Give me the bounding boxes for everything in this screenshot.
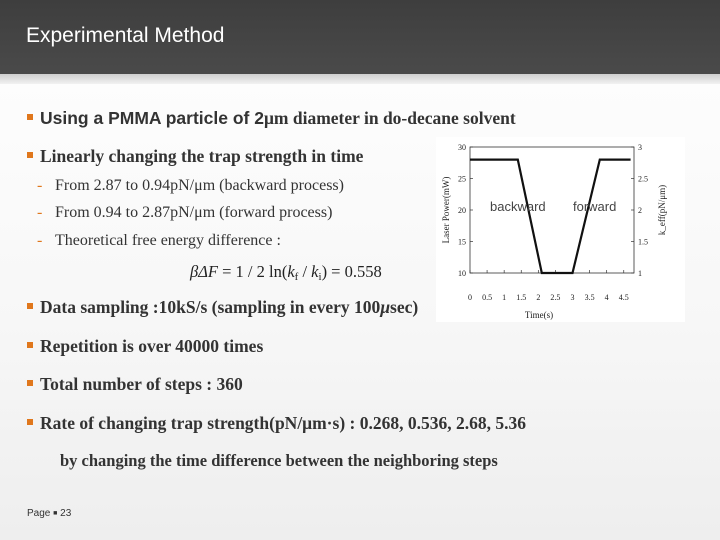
bullet-marker	[27, 342, 33, 348]
bullet-marker	[27, 303, 33, 309]
formula-i-sub: i	[318, 271, 322, 283]
x-tick-label: 4.5	[618, 293, 629, 302]
bullet-particle-unit: μm	[263, 108, 289, 128]
bullet-data-sampling-text: Data sampling :10kS/s (sampling in every 100	[40, 297, 381, 317]
y-tick-label: 25	[458, 174, 466, 184]
bullet-steps	[40, 374, 243, 395]
bullet-repetition	[40, 336, 263, 357]
formula-eq1: = 1 / 2 ln(	[217, 262, 288, 281]
x-tick-label: 3.5	[584, 293, 595, 302]
dash-marker: -	[37, 177, 43, 194]
y-tick-label: 30	[458, 143, 466, 152]
bullet-particle-text: Using a PMMA particle of 2	[40, 108, 264, 128]
bullet-data-sampling-tail: sec)	[390, 297, 419, 317]
y2-tick-label: 2.5	[638, 174, 648, 184]
sub-bullet-free-energy	[37, 232, 281, 250]
dash-marker: -	[37, 204, 43, 221]
series-line	[470, 160, 631, 273]
x-tick-label: 1.5	[516, 293, 527, 302]
formula-kf: k	[287, 262, 295, 281]
annotation-backward: backward	[490, 199, 546, 214]
sub-bullet-forward-text: From 0.94 to 2.87pN/μm (forward process)	[55, 204, 333, 221]
y-tick-label: 10	[458, 269, 466, 278]
formula-lhs: βΔF	[190, 262, 218, 281]
slide-title: Experimental Method	[26, 24, 225, 47]
x-tick-label: 4	[604, 293, 609, 302]
bullet-data-sampling	[40, 297, 418, 318]
sub-bullet-forward	[37, 204, 333, 222]
bullet-marker	[27, 380, 33, 386]
x-axis-label: Time(s)	[524, 310, 554, 320]
formula-slash: /	[298, 262, 312, 281]
bullet-particle	[40, 108, 516, 129]
y2-tick-label: 2	[638, 206, 642, 215]
bullet-trap-strength	[40, 146, 363, 167]
page-number: 23	[60, 508, 72, 519]
x-tick-label: 0	[468, 293, 472, 302]
y2-axis-label: k_eff(pN/μm)	[657, 184, 667, 236]
page-label: Page	[27, 508, 51, 519]
annotation-forward: forward	[573, 199, 617, 214]
bullet-marker	[27, 152, 33, 158]
y2-tick-label: 1.5	[638, 237, 648, 247]
free-energy-formula	[190, 262, 382, 283]
x-tick-label: 3	[570, 293, 575, 302]
bullet-data-sampling-mu: μ	[380, 297, 391, 317]
x-tick-label: 1	[502, 293, 507, 302]
bullet-repetition-text: Repetition is over 40000 times	[40, 336, 264, 356]
sub-bullet-backward	[37, 177, 344, 195]
bullet-rate-continuation: by changing the time difference between the neighboring steps	[60, 451, 498, 470]
laser-power-chart	[436, 137, 685, 322]
bullet-steps-text: Total number of steps : 360	[40, 374, 243, 394]
formula-rhs: ) = 0.558	[321, 262, 382, 281]
x-tick-label: 0.5	[482, 293, 493, 302]
formula-ki: k	[311, 262, 319, 281]
dash-marker: -	[37, 232, 43, 249]
page-footer	[27, 508, 71, 519]
bullet-rate-text: Rate of changing trap strength(pN/μm·s) : 0.268, 0.536, 2.68, 5.36	[40, 413, 526, 433]
x-tick-label: 2	[536, 293, 541, 302]
y-tick-label: 15	[458, 237, 466, 247]
bullet-marker	[27, 114, 33, 120]
footer-bullet: ■	[53, 510, 58, 517]
x-tick-label: 2.5	[550, 293, 561, 302]
bullet-trap-strength-text: Linearly changing the trap strength in time	[40, 146, 364, 166]
bullet-rate	[40, 413, 526, 434]
y2-tick-label: 1	[638, 269, 642, 278]
bullet-particle-tail: diameter in do-decane solvent	[288, 108, 516, 128]
sub-bullet-free-energy-text: Theoretical free energy difference :	[55, 232, 281, 249]
header-shadow-band	[0, 74, 720, 84]
y-tick-label: 20	[458, 206, 466, 215]
y2-tick-label: 3	[638, 143, 642, 152]
sub-bullet-backward-text: From 2.87 to 0.94pN/μm (backward process)	[55, 177, 344, 194]
chart-svg	[436, 137, 685, 322]
bullet-marker	[27, 419, 33, 425]
formula-f-sub: f	[294, 271, 299, 283]
y-axis-label: Laser Power(mW)	[441, 176, 451, 244]
slide-header	[0, 0, 720, 74]
